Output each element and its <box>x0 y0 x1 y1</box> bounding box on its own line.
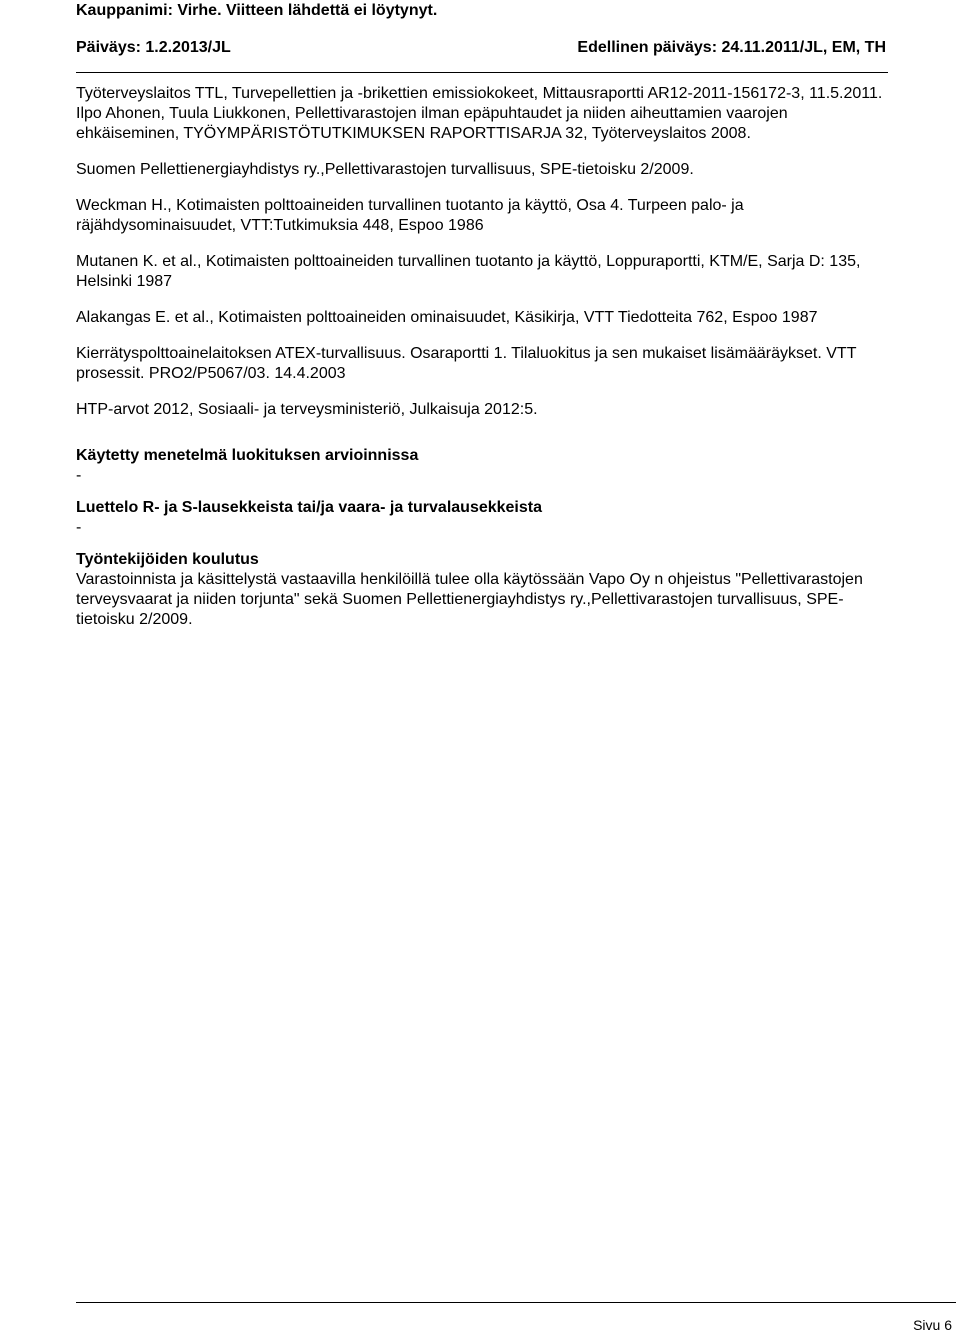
previous-revision-date: Edellinen päiväys: 24.11.2011/JL, EM, TH <box>577 39 886 56</box>
reference-alakangas: Alakangas E. et al., Kotimaisten polttoaineiden ominaisuudet, Käsikirja, VTT Tiedotteita 762, Espoo 1987 <box>76 309 818 326</box>
heading-classification-method: Käytetty menetelmä luokituksen arvioinnissa <box>76 447 419 464</box>
page-number: Sivu 6 <box>913 1317 952 1333</box>
training-text: Varastoinnista ja käsittelystä vastaavilla henkilöillä tulee olla käytössään Vapo Oy n ohjeistus "Pellettivarastojen terveysvaarat ja niiden torjunta" sekä Suomen Pellettienergiayhdistys ry.,Pellettivarastojen turvallisuus, SPE-tietoisku 2/2009. <box>76 571 863 628</box>
reference-ahonen: Ilpo Ahonen, Tuula Liukkonen, Pellettivarastojen ilman epäpuhtaudet ja niiden aiheuttamien vaarojen ehkäiseminen, TYÖYMPÄRISTÖTUTKIMUKSEN RAPORTTISARJA 32, Työterveyslaitos 2008. <box>76 105 788 142</box>
page-header <box>76 0 888 73</box>
heading-training: Työntekijöiden koulutus <box>76 551 259 568</box>
page-footer <box>76 1302 956 1333</box>
reference-weckman: Weckman H., Kotimaisten polttoaineiden turvallinen tuotanto ja käyttö, Osa 4. Turpeen palo- ja räjähdysominaisuudet, VTT:Tutkimuksia 448, Espoo 1986 <box>76 197 744 234</box>
reference-spe: Suomen Pellettienergiayhdistys ry.,Pellettivarastojen turvallisuus, SPE-tietoisku 2/2009. <box>76 161 694 178</box>
product-name: Kauppanimi: Virhe. Viitteen lähdettä ei löytynyt. <box>76 2 438 19</box>
heading-phrases-list: Luettelo R- ja S-lausekkeista tai/ja vaara- ja turvalausekkeista <box>76 499 542 516</box>
reference-mutanen: Mutanen K. et al., Kotimaisten polttoaineiden turvallinen tuotanto ja käyttö, Loppuraportti, KTM/E, Sarja D: 135, Helsinki 1987 <box>76 253 861 290</box>
document-body <box>76 84 888 630</box>
date-row <box>76 38 886 58</box>
classification-method-text: - <box>76 467 82 484</box>
reference-ttl: Työterveyslaitos TTL, Turvepellettien ja -brikettien emissiokokeet, Mittausraportti AR12-2011-156172-3, 11.5.2011. <box>76 85 883 102</box>
phrases-list-text: - <box>76 519 82 536</box>
revision-date: Päiväys: 1.2.2013/JL <box>76 39 231 56</box>
reference-atex: Kierrätyspolttoainelaitoksen ATEX-turvallisuus. Osaraportti 1. Tilaluokitus ja sen mukaiset lisämääräykset. VTT prosessit. PRO2/P5067/03. 14.4.2003 <box>76 345 857 382</box>
reference-htp: HTP-arvot 2012, Sosiaali- ja terveysministeriö, Julkaisuja 2012:5. <box>76 401 538 418</box>
